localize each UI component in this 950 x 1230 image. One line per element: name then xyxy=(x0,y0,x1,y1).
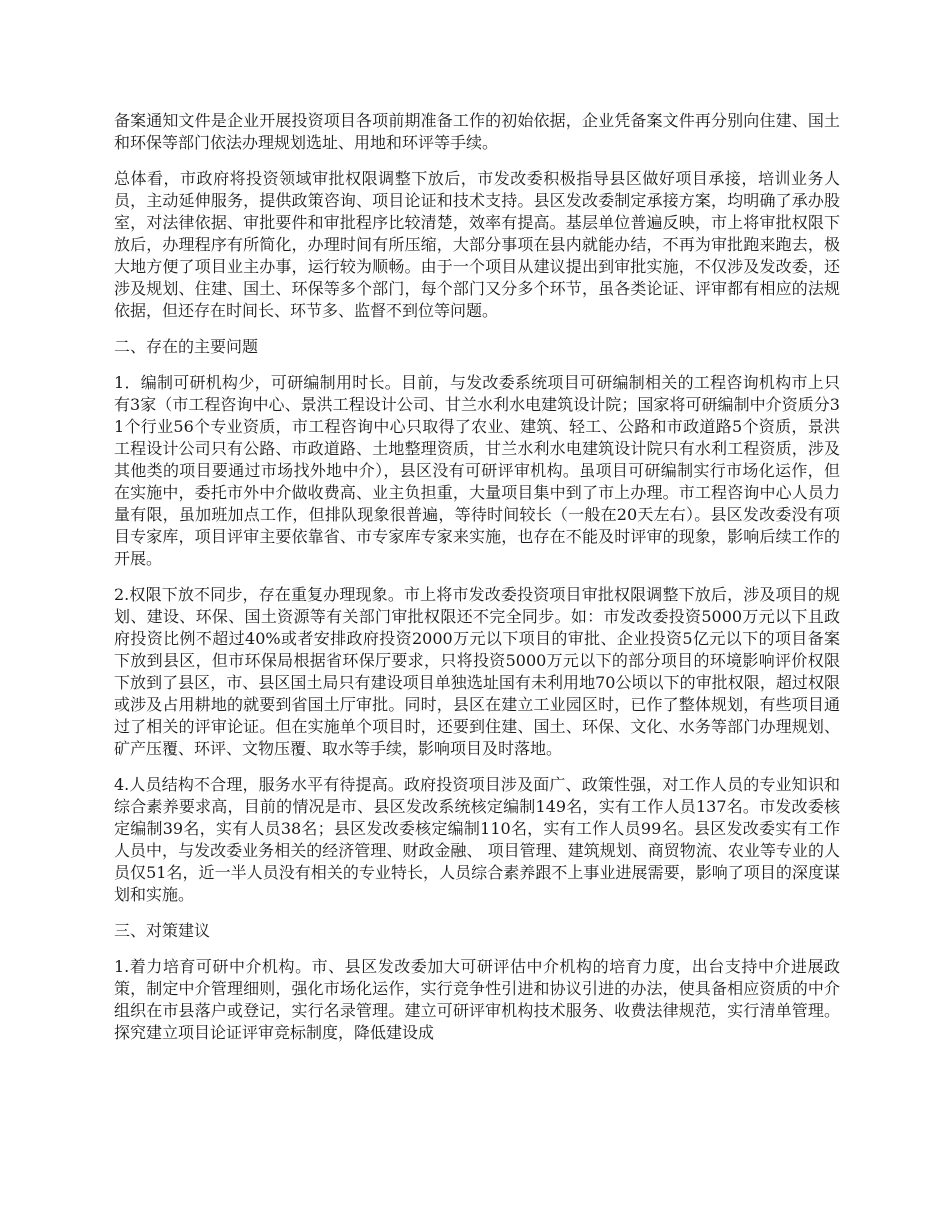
paragraph-problem-1: 1．编制可研机构少，可研编制用时长。目前，与发改委系统项目可研编制相关的工程咨询机构市上只有3家（市工程咨询中心、景洪工程设计公司、甘兰水利水电建筑设计院；国家将可研编制中介资质分31个行业56个专业资质，市工程咨询中心只取得了农业、建筑、轻工、公路和市政道路5个资质，景洪工程设计公司只有公路、市政道路、土地整理资质，甘兰水利水电建筑设计院只有水利工程资质，涉及其他类的项目要通过市场找外地中介），县区没有可研评审机构。虽项目可研编制实行市场化运作，但在实施中，委托市外中介做收费高、业主负担重，大量项目集中到了市上办理。市工程咨询中心人员力量有限，虽加班加点工作，但排队现象很普遍，等待时间较长（一般在20天左右）。县区发改委没有项目专家库，项目评审主要依靠省、市专家库专家来实施，也存在不能及时评审的现象，影响后续工作的开展。 xyxy=(114,373,840,568)
paragraph-suggestion-1: 1.着力培育可研中介机构。市、县区发改委加大可研评估中介机构的培育力度，出台支持中介进展政策，制定中介管理细则，强化市场化运作，实行竞争性引进和协议引进的办法，使具备相应资质的中介组织在市县落户或登记，实行名录管理。建立可研评审机构技术服务、收费法律规范，实行清单管理。探究建立项目论证评审竞标制度，降低建设成 xyxy=(114,957,840,1042)
section-heading-suggestions: 三、对策建议 xyxy=(114,921,211,940)
paragraph-overview: 总体看，市政府将投资领域审批权限调整下放后，市发改委积极指导县区做好项目承接，培训业务人员，主动延伸服务，提供政策咨询、项目论证和技术支持。县区发改委制定承接方案，均明确了承办股室，对法律依据、审批要件和审批程序比较清楚，效率有提高。基层单位普遍反映，市上将审批权限下放后，办理程序有所简化，办理时间有所压缩，大部分事项在县内就能办结，不再为审批跑来跑去，极大地方便了项目业主办事，运行较为顺畅。由于一个项目从建议提出到审批实施，不仅涉及发改委，还涉及规划、住建、国土、环保等多个部门，每个部门又分多个环节，虽各类论证、评审都有相应的法规依据，但还存在时间长、环节多、监督不到位等问题。 xyxy=(114,169,840,320)
section-heading-problems: 二、存在的主要问题 xyxy=(114,337,259,356)
document-body xyxy=(114,110,840,1058)
paragraph-problem-2: 2.权限下放不同步，存在重复办理现象。市上将市发改委投资项目审批权限调整下放后，涉及项目的规划、建设、环保、国土资源等有关部门审批权限还不完全同步。如：市发改委投资5000万元以下且政府投资比例不超过40%或者安排政府投资2000万元以下项目的审批、企业投资5亿元以下的项目备案下放到县区，但市环保局根据省环保厅要求，只将投资5000万元以下的部分项目的环境影响评价权限下放到了县区，市、县区国土局只有建设项目单独选址国有未利用地70公顷以下的审批权限，超过权限或涉及占用耕地的就要到省国土厅审批。同时，县区在建立工业园区时，已作了整体规划，有些项目通过了相关的评审论证。但在实施单个项目时，还要到住建、国土、环保、文化、水务等部门办理规划、矿产压覆、环评、文物压覆、取水等手续，影响项目及时落地。 xyxy=(114,585,840,758)
paragraph-problem-4: 4.人员结构不合理，服务水平有待提高。政府投资项目涉及面广、政策性强，对工作人员的专业知识和综合素养要求高，目前的情况是市、县区发改系统核定编制149名，实有工作人员137名。市发改委核定编制39名，实有人员38名；县区发改委核定编制110名，实有工作人员99名。县区发改委实有工作人员中，与发改委业务相关的经济管理、财政金融、 项目管理、建筑规划、商贸物流、农业等专业的人员仅51名，近一半人员没有相关的专业特长，人员综合素养跟不上事业进展需要，影响了项目的深度谋划和实施。 xyxy=(114,775,840,904)
paragraph-filing-notice: 备案通知文件是企业开展投资项目各项前期准备工作的初始依据，企业凭备案文件再分别向住建、国土和环保等部门依法办理规划选址、用地和环评等手续。 xyxy=(114,111,840,152)
